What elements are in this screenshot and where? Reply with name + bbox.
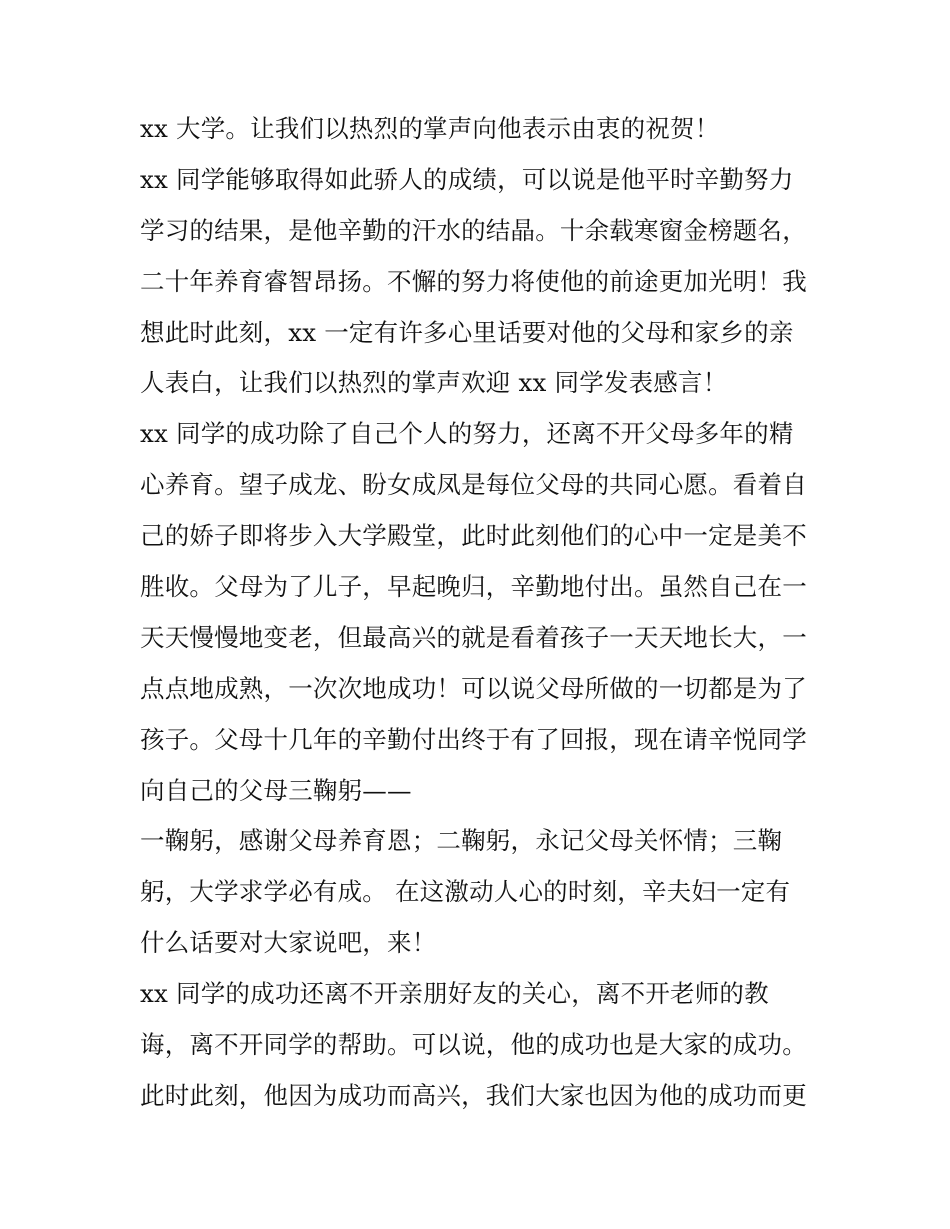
text-line: 己的娇子即将步入大学殿堂，此时此刻他们的心中一定是美不 [140,521,807,551]
text-line: 一鞠躬，感谢父母养育恩；二鞠躬，永记父母关怀情；三鞠 [140,826,783,856]
text-line: 心养育。望子成龙、盼女成凤是每位父母的共同心愿。看着自 [140,470,807,500]
text-line: xx 同学能够取得如此骄人的成绩，可以说是他平时辛勤努力 [140,164,794,194]
text-line: 躬，大学求学必有成。 在这激动人心的时刻，辛夫妇一定有 [140,877,791,907]
body-text [140,104,820,1122]
text-line: 胜收。父母为了儿子，早起晚归，辛勤地付出。虽然自己在一 [140,572,807,602]
text-line: 诲，离不开同学的帮助。可以说，他的成功也是大家的成功。 [140,1030,807,1060]
text-line: 向自己的父母三鞠躬—— [140,775,412,805]
text-line: xx 同学的成功还离不开亲朋好友的关心，离不开老师的教 [140,979,769,1009]
text-line: 想此时此刻，xx 一定有许多心里话要对他的父母和家乡的亲 [140,317,794,347]
text-line: 点点地成熟，一次次地成功！可以说父母所做的一切都是为了 [140,673,807,703]
text-line: 孩子。父母十几年的辛勤付出终于有了回报，现在请辛悦同学 [140,724,807,754]
text-line: 人表白，让我们以热烈的掌声欢迎 xx 同学发表感言！ [140,368,728,398]
text-line: 什么话要对大家说吧，来！ [140,928,437,958]
text-line: xx 大学。让我们以热烈的掌声向他表示由衷的祝贺！ [140,114,720,143]
text-line: 学习的结果，是他辛勤的汗水的结晶。十余载寒窗金榜题名， [140,215,807,245]
text-line: 此时此刻，他因为成功而高兴，我们大家也因为他的成功而更 [140,1080,807,1110]
text-line: 天天慢慢地变老，但最高兴的就是看着孩子一天天地长大，一 [140,622,807,652]
text-line: xx 同学的成功除了自己个人的努力，还离不开父母多年的精 [140,419,794,449]
text-line: 二十年养育睿智昂扬。不懈的努力将使他的前途更加光明！我 [140,266,807,296]
